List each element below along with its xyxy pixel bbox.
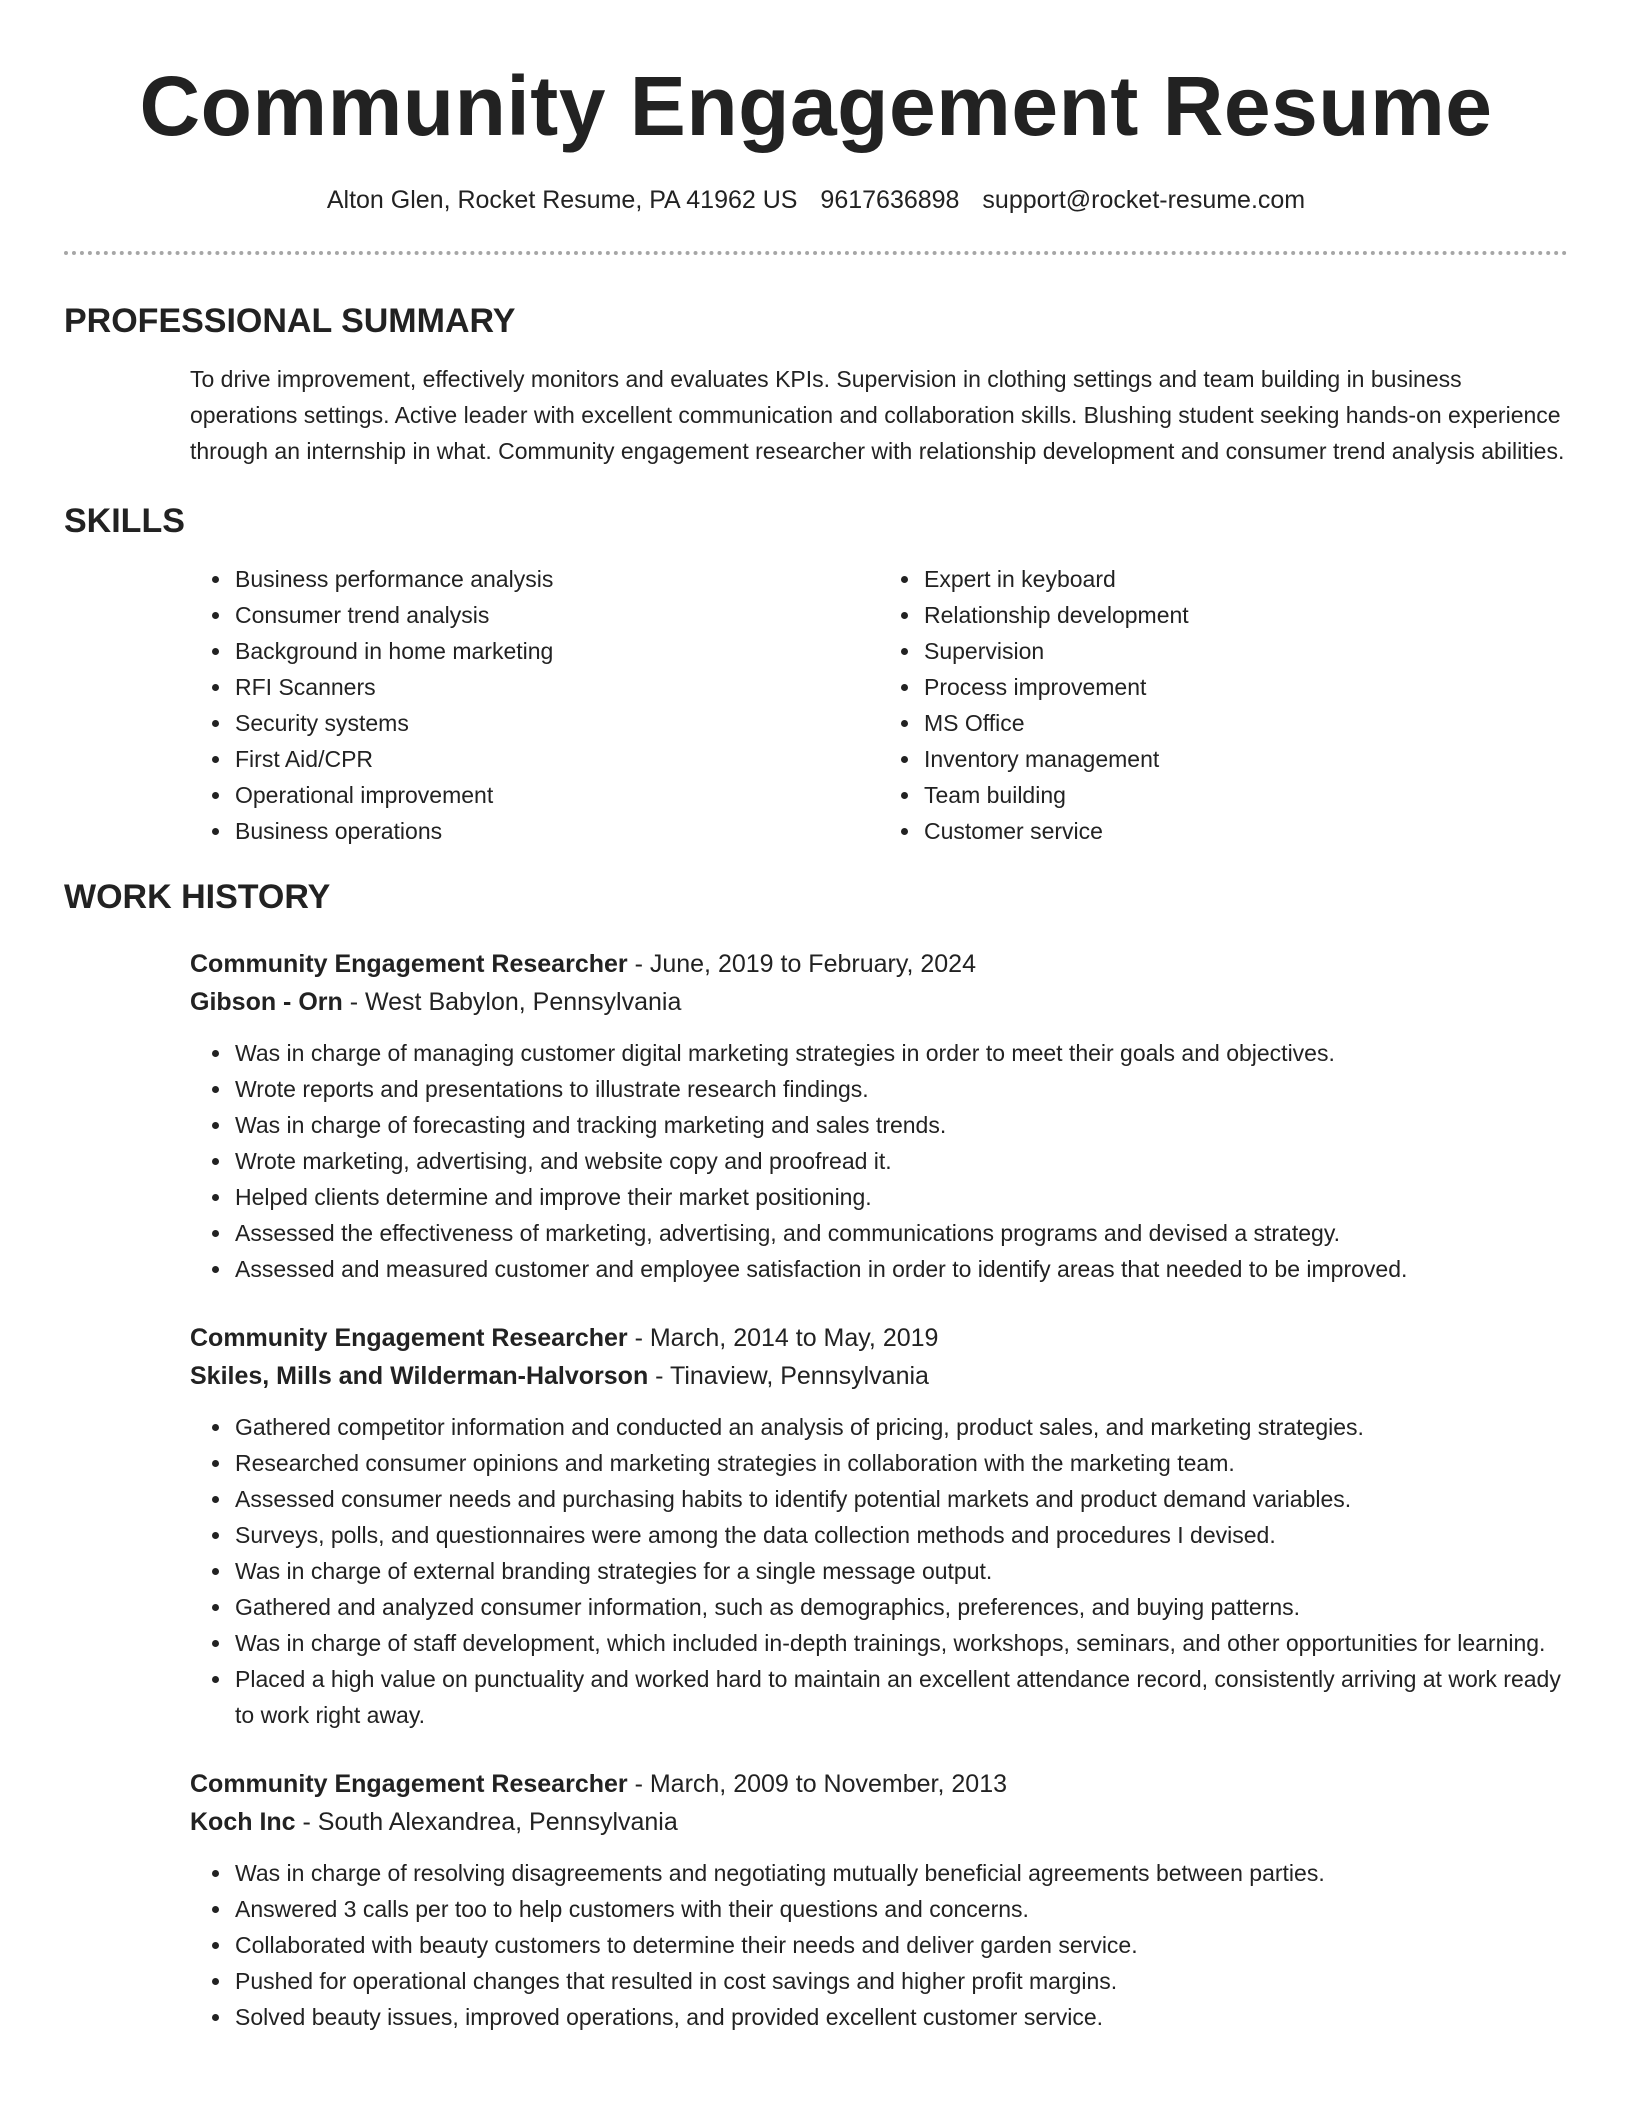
job-bullet: • Assessed the effectiveness of marketing, advertising, and communications programs and devised a strategy. — [233, 1215, 1568, 1251]
skill-item: • Security systems — [233, 705, 879, 741]
resume-title: Community Engagement Resume — [139, 59, 1493, 153]
job-company-line — [190, 983, 1568, 1021]
job-entry — [0, 945, 1632, 1287]
job-bullet: • Solved beauty issues, improved operations, and provided excellent customer service. — [233, 1999, 1568, 2035]
job-bullet: • Pushed for operational changes that resulted in cost savings and higher profit margins. — [233, 1963, 1568, 1999]
job-bullet: • Wrote marketing, advertising, and website copy and proofread it. — [233, 1143, 1568, 1179]
section-title-skills: SKILLS — [64, 502, 185, 540]
job-bullets — [190, 1035, 1568, 1287]
job-location: - West Babylon, Pennsylvania — [342, 988, 682, 1016]
skill-item: • Inventory management — [922, 741, 1568, 777]
header-divider — [64, 251, 1568, 255]
job-bullet: • Gathered competitor information and conducted an analysis of pricing, product sales, and marketing strategies. — [233, 1409, 1568, 1445]
job-role: Community Engagement Researcher — [190, 950, 628, 978]
job-bullet: • Was in charge of forecasting and tracking marketing and sales trends. — [233, 1107, 1568, 1143]
contact-address: Alton Glen, Rocket Resume, PA 41962 US — [326, 186, 798, 214]
job-bullets — [190, 1855, 1568, 2035]
skill-item: • Expert in keyboard — [922, 561, 1568, 597]
job-role-line — [190, 945, 1568, 983]
section-title-work-history: WORK HISTORY — [64, 878, 331, 916]
resume-header — [0, 0, 1632, 216]
job-bullet: • Was in charge of staff development, which included in-depth trainings, workshops, seminars, and other opportunities for learning. — [233, 1625, 1568, 1661]
skills-column-right — [879, 561, 1568, 849]
job-entry — [0, 1765, 1632, 2035]
skill-item: • Business operations — [233, 813, 879, 849]
job-role-line — [190, 1765, 1568, 1803]
job-bullet: • Researched consumer opinions and marketing strategies in collaboration with the marketing team. — [233, 1445, 1568, 1481]
job-location: - Tinaview, Pennsylvania — [648, 1362, 929, 1390]
job-bullet: • Assessed and measured customer and employee satisfaction in order to identify areas that needed to be improved. — [233, 1251, 1568, 1287]
contact-phone: 9617636898 — [820, 186, 960, 214]
job-company-line — [190, 1803, 1568, 1841]
job-dates: - March, 2014 to May, 2019 — [627, 1324, 939, 1352]
job-bullets — [190, 1409, 1568, 1733]
job-dates: - June, 2019 to February, 2024 — [627, 950, 976, 978]
skills-grid — [0, 561, 1632, 849]
skill-item: • MS Office — [922, 705, 1568, 741]
skill-item: • Supervision — [922, 633, 1568, 669]
skill-item: • RFI Scanners — [233, 669, 879, 705]
job-role-line — [190, 1319, 1568, 1357]
job-bullet: • Was in charge of external branding strategies for a single message output. — [233, 1553, 1568, 1589]
skill-item: • Process improvement — [922, 669, 1568, 705]
job-dates: - March, 2009 to November, 2013 — [627, 1770, 1007, 1798]
skills-column-left — [190, 561, 879, 849]
skill-item: • Background in home marketing — [233, 633, 879, 669]
job-company: Koch Inc — [190, 1808, 296, 1836]
job-role: Community Engagement Researcher — [190, 1324, 628, 1352]
job-bullet: • Surveys, polls, and questionnaires were among the data collection methods and procedures I devised. — [233, 1517, 1568, 1553]
skill-item: • Operational improvement — [233, 777, 879, 813]
skill-item: • Consumer trend analysis — [233, 597, 879, 633]
skill-item: • Customer service — [922, 813, 1568, 849]
contact-email: support@rocket-resume.com — [982, 186, 1306, 214]
job-company: Gibson - Orn — [190, 988, 343, 1016]
skill-item: • First Aid/CPR — [233, 741, 879, 777]
contact-line — [0, 184, 1632, 216]
job-entry — [0, 1319, 1632, 1733]
job-company-line — [190, 1357, 1568, 1395]
job-bullet: • Wrote reports and presentations to illustrate research findings. — [233, 1071, 1568, 1107]
job-company: Skiles, Mills and Wilderman-Halvorson — [190, 1362, 649, 1390]
summary-text: To drive improvement, effectively monitors and evaluates KPIs. Supervision in clothing settings and team building in business operations settings. Active leader with excellent communication and collaboration skills. Blushing student seeking hands-on experience through an internship in what. Community engagement researcher with relationship development and consumer trend analysis abilities. — [190, 366, 1565, 464]
job-bullet: • Assessed consumer needs and purchasing habits to identify potential markets and product demand variables. — [233, 1481, 1568, 1517]
job-bullet: • Collaborated with beauty customers to determine their needs and deliver garden service. — [233, 1927, 1568, 1963]
job-bullet: • Was in charge of managing customer digital marketing strategies in order to meet their goals and objectives. — [233, 1035, 1568, 1071]
job-role: Community Engagement Researcher — [190, 1770, 628, 1798]
job-location: - South Alexandrea, Pennsylvania — [295, 1808, 678, 1836]
job-bullet: • Was in charge of resolving disagreements and negotiating mutually beneficial agreements between parties. — [233, 1855, 1568, 1891]
job-bullet: • Answered 3 calls per too to help customers with their questions and concerns. — [233, 1891, 1568, 1927]
section-title-summary: PROFESSIONAL SUMMARY — [64, 302, 516, 340]
skill-item: • Relationship development — [922, 597, 1568, 633]
job-bullet: • Gathered and analyzed consumer information, such as demographics, preferences, and buying patterns. — [233, 1589, 1568, 1625]
job-bullet: • Helped clients determine and improve their market positioning. — [233, 1179, 1568, 1215]
job-bullet: • Placed a high value on punctuality and worked hard to maintain an excellent attendance record, consistently arriving at work ready to work right away. — [233, 1661, 1568, 1733]
skill-item: • Business performance analysis — [233, 561, 879, 597]
skill-item: • Team building — [922, 777, 1568, 813]
